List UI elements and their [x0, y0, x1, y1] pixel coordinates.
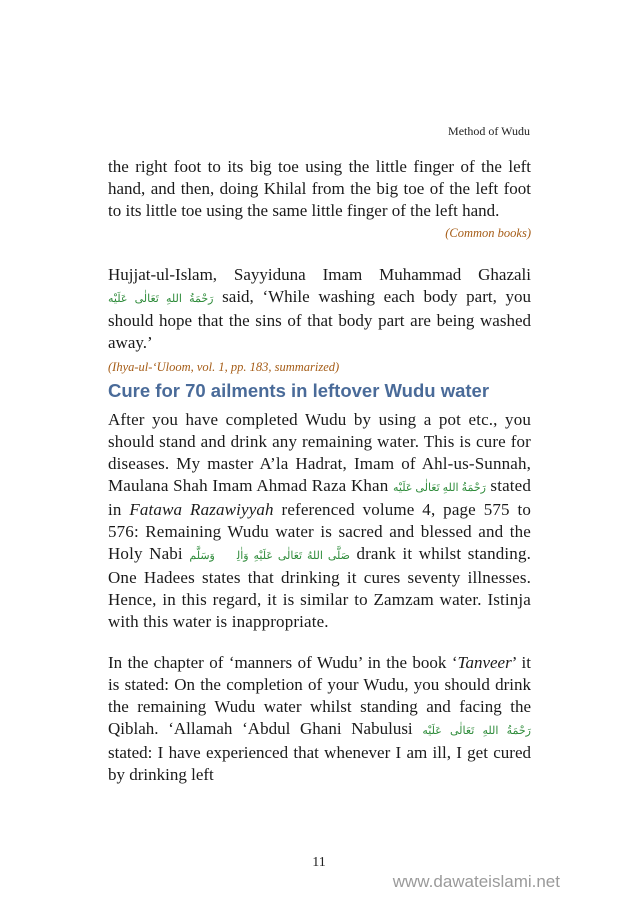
arabic-honorific: رَحْمَةُ اللهِ تَعَالٰی عَلَيْه: [108, 293, 214, 305]
paragraph-3-text: [108, 409, 531, 633]
paragraph-3-text-c: referenced volume 4, page 575 to 576: Remaining Wudu water is sacred and blessed and the Holy Nabi: [108, 500, 531, 563]
book-title-tanveer: Tanveer: [457, 653, 512, 672]
paragraph-2-text-b: said, ‘While washing each body part, you should hope that the sins of that body part are being washed away.’: [108, 287, 532, 352]
paragraph-3-text-d: drank it whilst standing. One Hadees states that drinking it cures seventy illnesses. Hence, in this regard, it is similar to Zamzam water. Istinja with this water is inappropriate.: [108, 544, 532, 631]
paragraph-2: [108, 264, 531, 375]
reference-ihya: (Ihya-ul-‘Uloom, vol. 1, pp. 183, summarized): [108, 360, 340, 374]
paragraph-4: [108, 652, 531, 786]
running-header: Method of Wudu: [448, 124, 530, 138]
paragraph-4-text: [108, 652, 531, 786]
paragraph-1: [108, 156, 531, 241]
paragraph-2-text-a: Hujjat-ul-Islam, Sayyiduna Imam Muhammad Ghazali: [108, 265, 531, 284]
page-number: 11: [312, 855, 326, 870]
paragraph-4-text-b: ’ it is stated: On the completion of your Wudu, you should drink the remaining Wudu water whilst standing and facing the Qiblah. ‘Allamah ‘Abdul Ghani Nabulusi: [108, 653, 531, 738]
website-watermark[interactable]: www.dawateislami.net: [392, 872, 560, 891]
paragraph-4-text-c: stated: I have experienced that whenever I am ill, I get cured by drinking left: [108, 743, 531, 784]
arabic-honorific: رَحْمَةُ اللهِ تَعَالٰی عَلَيْه: [422, 725, 531, 737]
paragraph-3-text-a: After you have completed Wudu by using a pot etc., you should stand and drink any remaining water. This is cure for diseases. My master A’la Hadrat, Imam of Ahl-us-Sunnah, Maulana Shah Imam Ahmad Raza Khan: [108, 410, 531, 495]
paragraph-3: [108, 409, 531, 633]
reference-common-books: (Common books): [445, 226, 531, 240]
paragraph-2-text: [108, 264, 531, 354]
book-title-fatawa: Fatawa Razawiyyah: [129, 500, 274, 519]
section-heading: Cure for 70 ailments in leftover Wudu water: [108, 380, 490, 401]
arabic-honorific: رَحْمَةُ اللهِ تَعَالٰی عَلَيْه: [393, 482, 486, 494]
paragraph-1-text: the right foot to its big toe using the little finger of the left hand, and then, doing Khilal from the big toe of the left foot to its little toe using the same little finger of the left hand.: [108, 157, 531, 220]
paragraph-4-text-a: In the chapter of ‘manners of Wudu’ in the book ‘: [108, 653, 458, 672]
arabic-salutation: صَلَّى اللهُ تَعَالٰى عَلَيْهِ وَاٰلِهٖ وَسَلَّم: [189, 550, 351, 562]
paragraph-3-text-b: stated in: [108, 476, 531, 519]
